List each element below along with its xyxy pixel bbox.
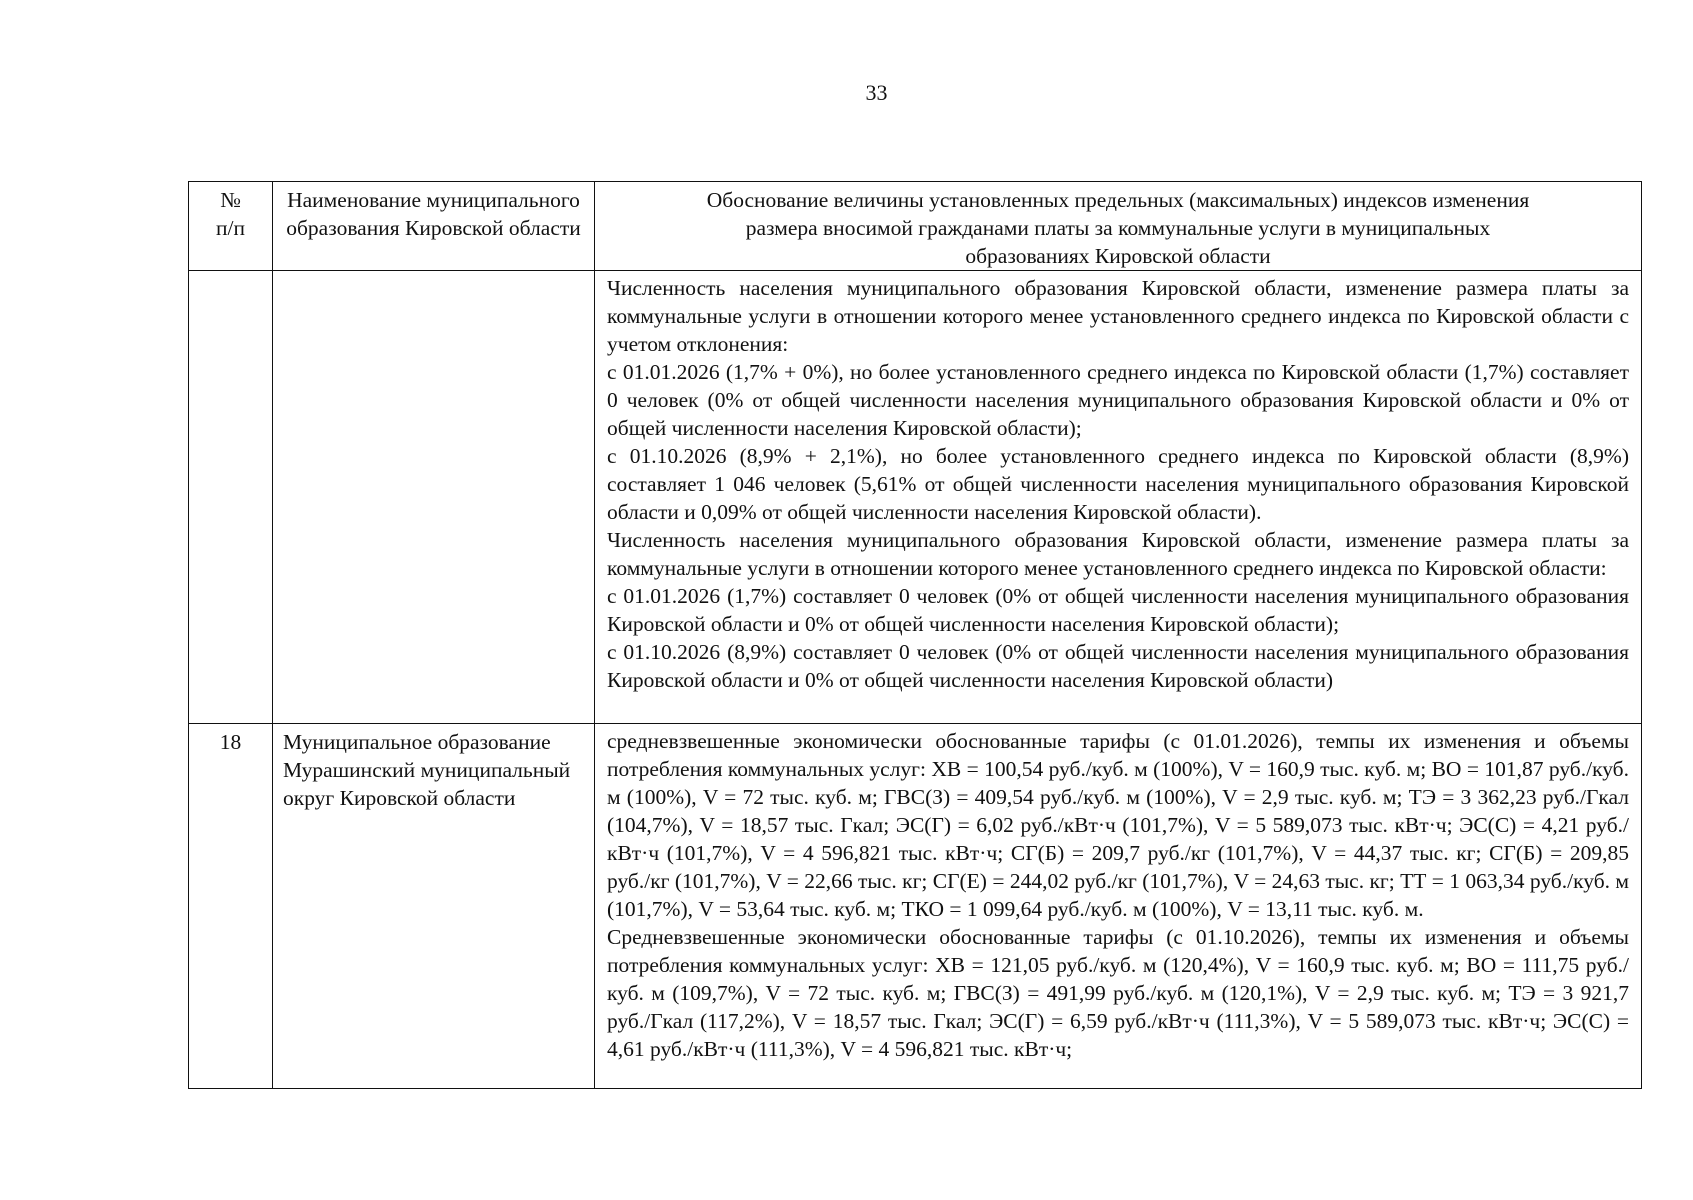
municipality-name: Муниципальное образование Мурашинский муниципальный округ Кировской области	[273, 724, 595, 1089]
header-justification: Обоснование величины установленных предельных (максимальных) индексов изменения размера вносимой гражданами платы за коммунальные услуги в муниципальных образованиях Кировской области	[595, 182, 1642, 271]
paragraph: с 01.01.2026 (1,7%) составляет 0 человек (0% от общей численности населения муниципального образования Кировской области и 0% от общей численности населения Кировской области);	[607, 584, 1629, 636]
table-row	[189, 271, 1642, 724]
paragraph: с 01.01.2026 (1,7% + 0%), но более установленного среднего индекса по Кировской области (1,7%) составляет 0 человек (0% от общей численности населения муниципального образования Кировской области и 0% от общей численности населения Кировской области);	[607, 360, 1629, 440]
page-number: 33	[865, 80, 888, 105]
paragraph: Численность населения муниципального образования Кировской области, изменение размера платы за коммунальные услуги в отношении которого менее установленного среднего индекса по Кировской области с учетом отклонения:	[607, 276, 1629, 356]
paragraph: Численность населения муниципального образования Кировской области, изменение размера платы за коммунальные услуги в отношении которого менее установленного среднего индекса по Кировской области:	[607, 528, 1629, 580]
paragraph: с 01.10.2026 (8,9%) составляет 0 человек (0% от общей численности населения муниципального образования Кировской области и 0% от общей численности населения Кировской области)	[607, 640, 1629, 692]
justification-text	[595, 724, 1642, 1089]
header-municipality-name: Наименование муниципального образования Кировской области	[273, 182, 595, 271]
tariff-justification-table	[188, 181, 1642, 1089]
table-row	[189, 724, 1642, 1089]
paragraph: Средневзвешенные экономически обоснованные тарифы (с 01.10.2026), темпы их изменения и объемы потребления коммунальных услуг: ХВ = 121,05 руб./куб. м (120,4%), V = 160,9 тыс. куб. м; ВО = 111,75 руб./куб. м (109,7%), V = 72 тыс. куб. м; ГВС(З) = 491,99 руб./куб. м (120,1%), V = 2,9 тыс. куб. м; ТЭ = 3 921,7 руб./Гкал (117,2%), V = 18,57 тыс. Гкал; ЭС(Г) = 6,59 руб./кВт·ч (111,3%), V = 5 589,073 тыс. кВт·ч; ЭС(С) = 4,61 руб./кВт·ч (111,3%), V = 4 596,821 тыс. кВт·ч;	[607, 925, 1629, 1061]
paragraph: с 01.10.2026 (8,9% + 2,1%), но более установленного среднего индекса по Кировской области (8,9%) составляет 1 046 человек (5,61% от общей численности населения муниципального образования Кировской области и 0,09% от общей численности населения Кировской области).	[607, 444, 1629, 524]
row-number: 18	[189, 724, 273, 1089]
municipality-name	[273, 271, 595, 724]
row-number	[189, 271, 273, 724]
paragraph: средневзвешенные экономически обоснованные тарифы (с 01.01.2026), темпы их изменения и объемы потребления коммунальных услуг: ХВ = 100,54 руб./куб. м (100%), V = 160,9 тыс. куб. м; ВО = 101,87 руб./куб. м (100%), V = 72 тыс. куб. м; ГВС(З) = 409,54 руб./куб. м (100%), V = 2,9 тыс. куб. м; ТЭ = 3 362,23 руб./Гкал (104,7%), V = 18,57 тыс. Гкал; ЭС(Г) = 6,02 руб./кВт·ч (101,7%), V = 5 589,073 тыс. кВт·ч; ЭС(С) = 4,21 руб./кВт·ч (101,7%), V = 4 596,821 тыс. кВт·ч; СГ(Б) = 209,7 руб./кг (101,7%), V = 44,37 тыс. кг; СГ(Б) = 209,85 руб./кг (101,7%), V = 22,66 тыс. кг; СГ(Е) = 244,02 руб./кг (101,7%), V = 24,63 тыс. кг; ТТ = 1 063,34 руб./куб. м (101,7%), V = 53,64 тыс. куб. м; ТКО = 1 099,64 руб./куб. м (100%), V = 13,11 тыс. куб. м.	[607, 729, 1629, 921]
justification-text	[595, 271, 1642, 724]
table-header-row	[189, 182, 1642, 271]
header-number: № п/п	[189, 182, 273, 271]
